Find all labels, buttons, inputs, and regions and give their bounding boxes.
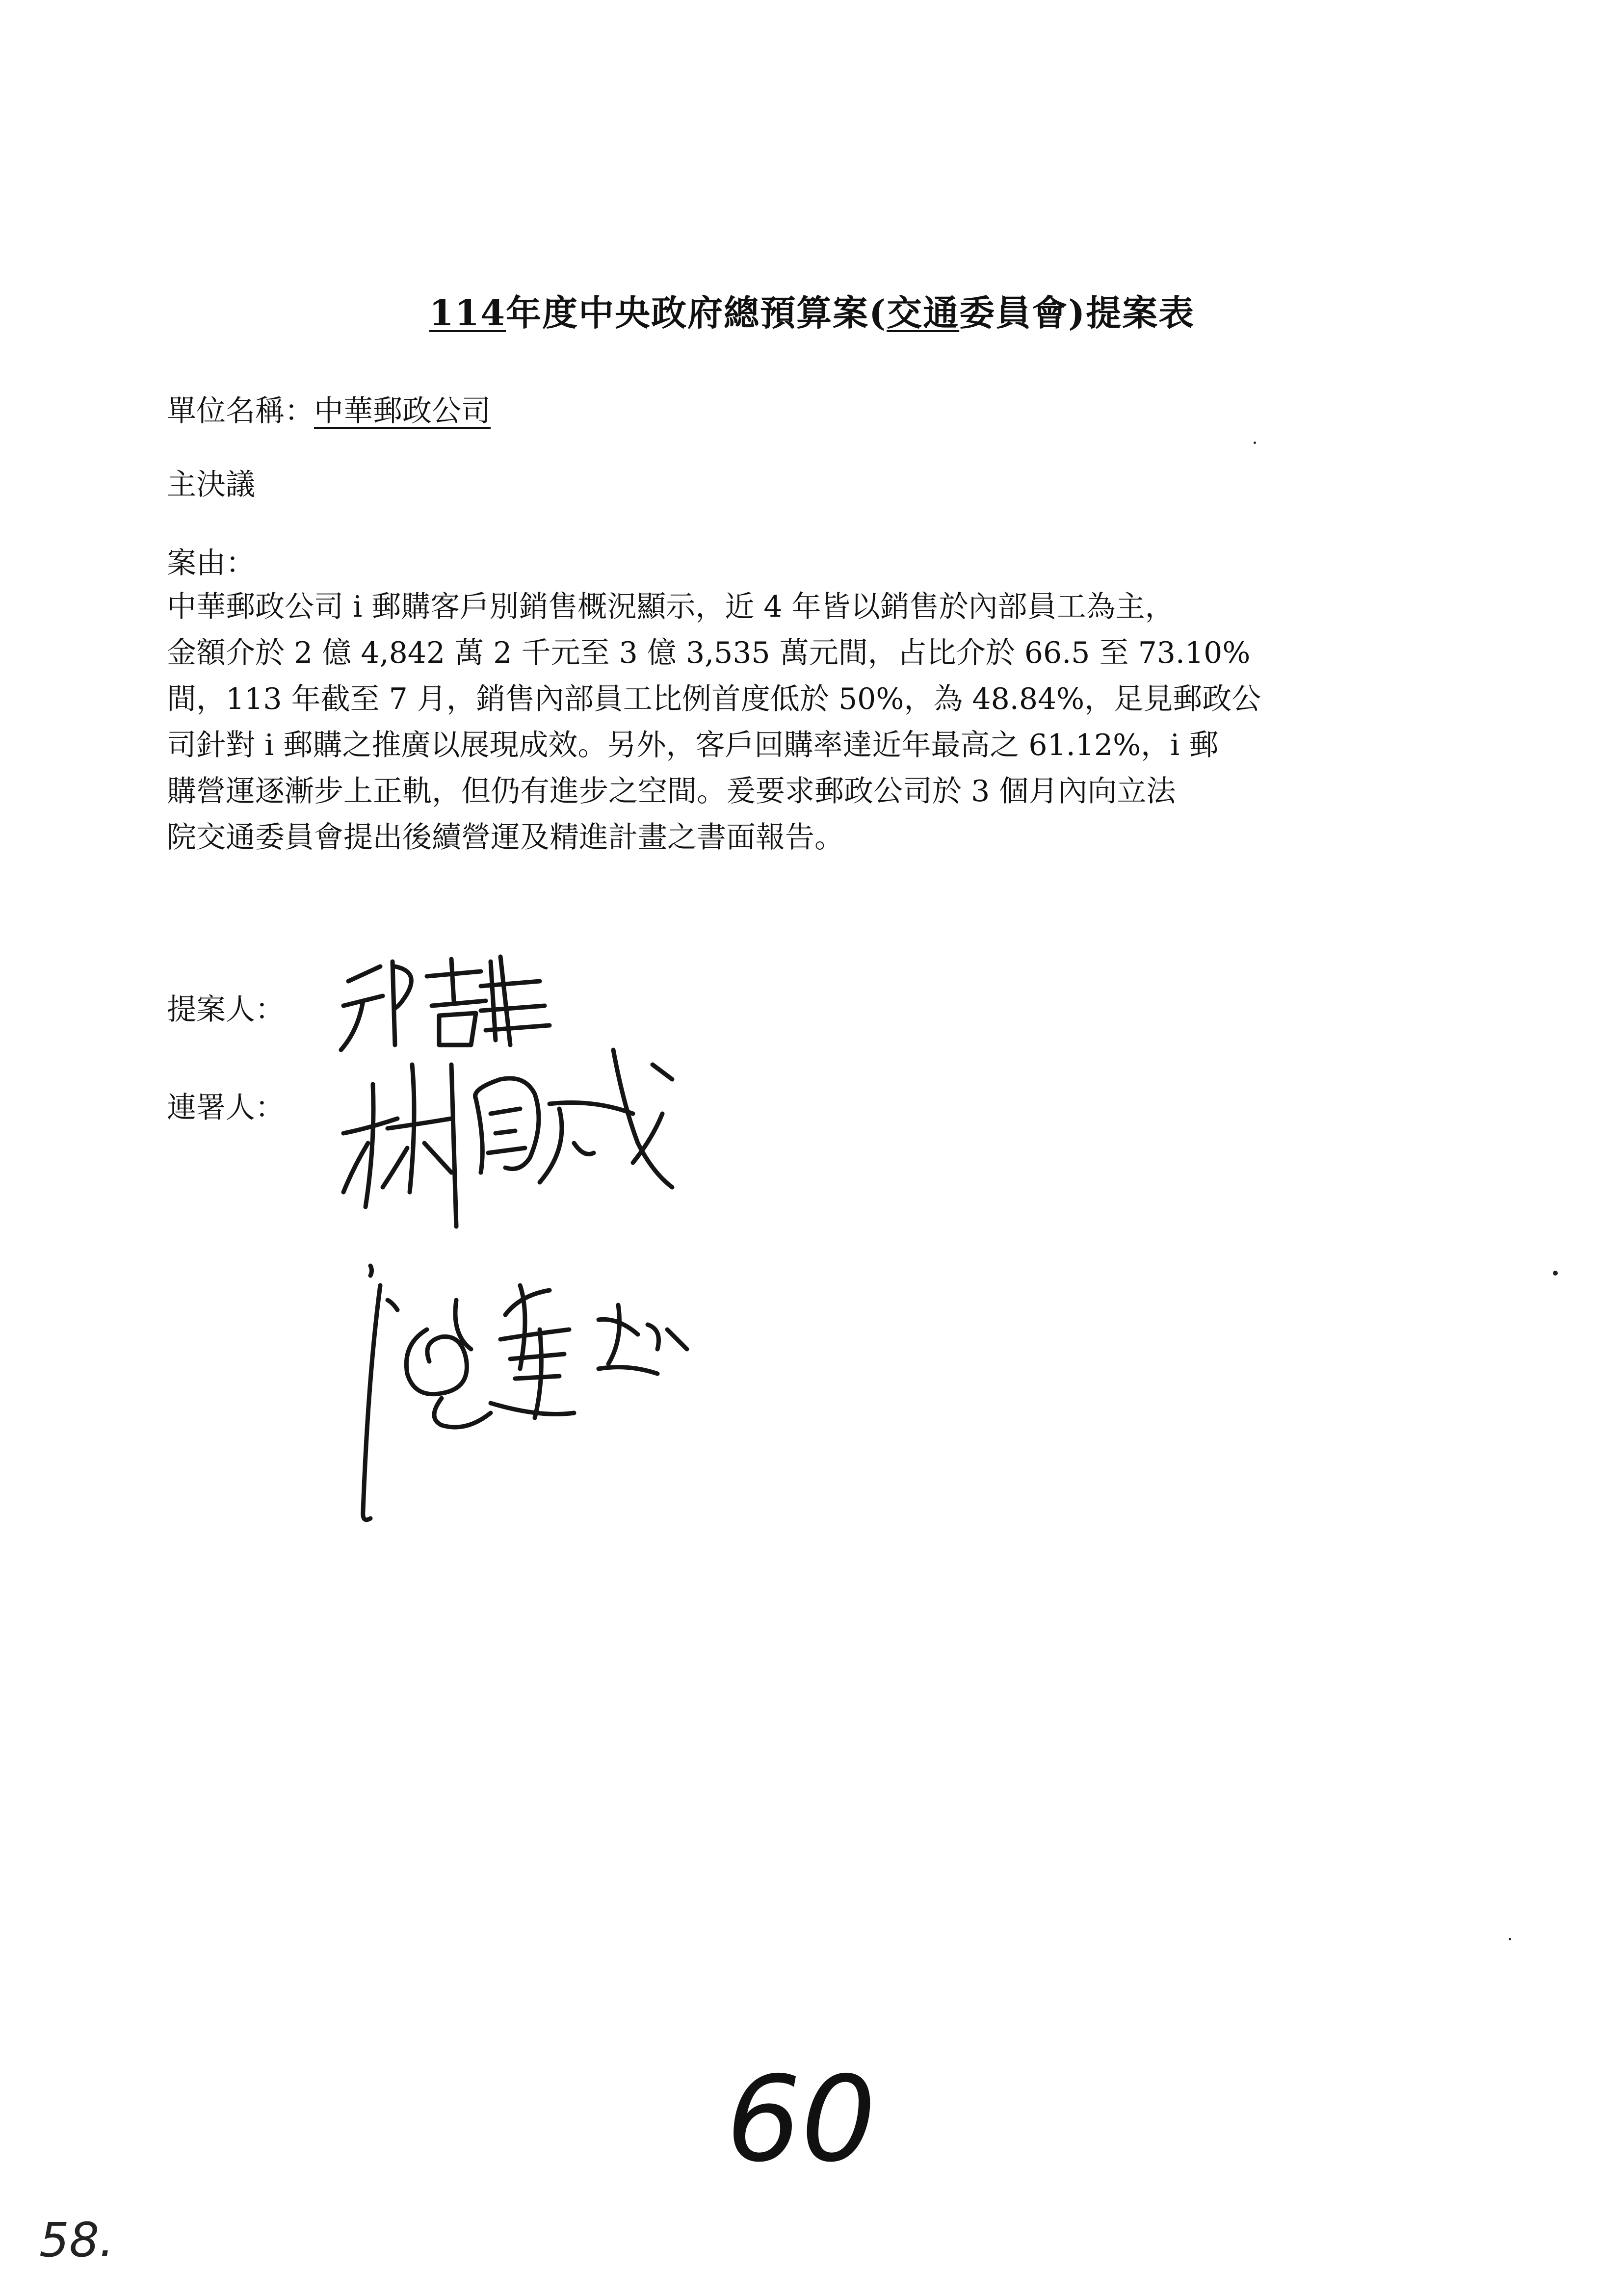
title-year: 114 <box>429 292 506 334</box>
title-part2: 委員會)提案表 <box>959 292 1195 334</box>
scan-speck <box>1254 442 1256 444</box>
cosigner-signature-2 <box>343 1256 746 1531</box>
main-resolution: 主決議 <box>167 468 255 502</box>
proposer-label: 提案人： <box>167 992 285 1027</box>
margin-number: 58. <box>39 2213 114 2268</box>
title-committee: 交通 <box>887 292 960 334</box>
reason-label: 案由： <box>167 546 255 580</box>
unit-value: 中華郵政公司 <box>314 394 491 428</box>
scan-speck <box>1553 1271 1558 1276</box>
reason-line: 金額介於 2 億 4,842 萬 2 千元至 3 億 3,535 萬元間，占比介於 66.5 至 73.10% <box>167 636 1251 670</box>
title-part1: 年度中央政府總預算案( <box>506 292 887 334</box>
document-title <box>0 285 1624 336</box>
scan-speck <box>1509 1938 1511 1940</box>
reason-body <box>167 584 1492 861</box>
page-number: 60 <box>726 2051 876 2188</box>
reason-line: 司針對 i 郵購之推廣以展現成效。另外，客戶回購率達近年最高之 61.12%，i 郵 <box>167 728 1219 762</box>
proposer-signature <box>334 947 569 1060</box>
unit-label: 單位名稱： <box>167 394 314 428</box>
cosigner-label: 連署人： <box>167 1091 285 1125</box>
reason-line: 間，113 年截至 7 月，銷售內部員工比例首度低於 50%，為 48.84%，足見郵政公 <box>167 682 1261 716</box>
cosigner-signature-1 <box>339 1045 731 1231</box>
reason-line: 院交通委員會提出後續營運及精進計畫之書面報告。 <box>167 820 844 855</box>
reason-line: 購營運逐漸步上正軌，但仍有進步之空間。爰要求郵政公司於 3 個月內向立法 <box>167 774 1176 809</box>
unit-row <box>167 388 491 430</box>
reason-line: 中華郵政公司 i 郵購客戶別銷售概況顯示，近 4 年皆以銷售於內部員工為主， <box>167 590 1175 624</box>
